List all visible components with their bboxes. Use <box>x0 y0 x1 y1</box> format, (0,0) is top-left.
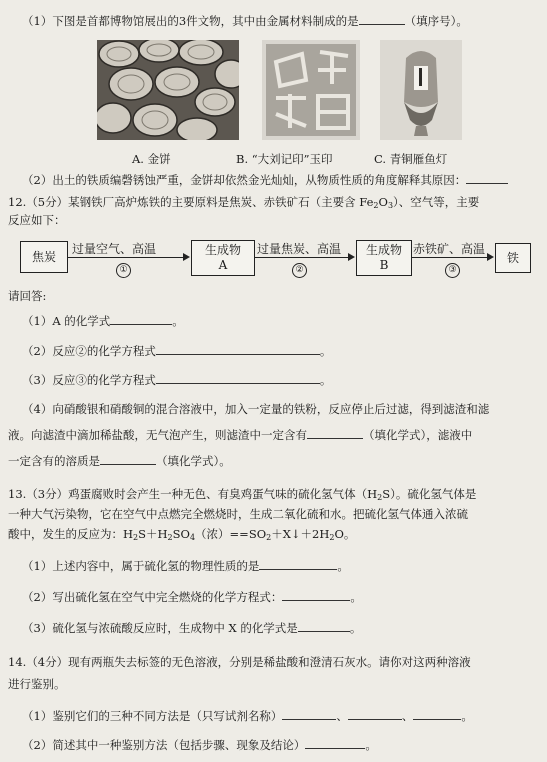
caption-c: C. 青铜雁鱼灯 <box>374 152 448 166</box>
answer-blank[interactable] <box>110 313 172 325</box>
eq-sub-d: 2 <box>167 533 173 542</box>
q12-part2-text: （2）反应②的化学方程式 <box>22 344 156 358</box>
arrowhead-2 <box>348 253 355 261</box>
flow-box-iron <box>495 243 531 273</box>
q14-part2 <box>22 737 377 753</box>
q13-line1-b: S）。硫化氢气体是 <box>382 487 477 501</box>
q14-line2: 进行鉴别。 <box>8 677 66 691</box>
q13-part1-text: （1）上述内容中，属于硫化氢的物理性质的是 <box>22 559 260 573</box>
eq-part-i: ＋X↓＋2H <box>271 527 330 541</box>
q12-ask: 请回答: <box>8 289 47 303</box>
q12-part1-text: （1）A 的化学式 <box>22 314 111 328</box>
eq-sub-j: 2 <box>329 533 335 542</box>
q12-sub-3: 3 <box>387 201 394 210</box>
q11-part1 <box>22 13 468 29</box>
q12-part4-line3 <box>8 453 231 469</box>
flow-condition-2: 过量焦炭、高温 <box>257 242 342 256</box>
flow-condition-3: 赤铁矿、高温 <box>413 242 486 256</box>
q12-intro-e: ）、空气等，主要 <box>393 195 480 209</box>
answer-blank[interactable] <box>466 172 508 184</box>
flow-box-iron-label: 铁 <box>506 251 519 265</box>
arrowhead-3 <box>487 253 494 261</box>
answer-blank[interactable] <box>298 620 350 632</box>
period: 。 <box>319 373 332 387</box>
answer-blank[interactable] <box>282 589 350 601</box>
q12-part4-line2-a: 液。向滤渣中滴加稀盐酸，无气泡产生，则滤渣中一定含有 <box>8 428 307 442</box>
period: 。 <box>461 709 473 723</box>
q12-part4-line2-b: （填化学式），滤液中 <box>363 428 473 442</box>
jade-seal-image <box>262 40 360 140</box>
q12-part2 <box>22 343 331 359</box>
q12-sub-2: 2 <box>373 201 379 210</box>
q14-line1: 14.（4分）现有两瓶失去标签的无色溶液，分别是稀盐酸和澄清石灰水。请你对这两种溶液 <box>8 655 471 669</box>
q12-intro-line1 <box>8 194 479 214</box>
flow-box-product-b-letter: B <box>379 258 389 272</box>
period: 。 <box>349 621 362 635</box>
q13-line2: 一种大气污染物，它在空气中点燃完全燃烧时，生成二氧化硫和水。把硫化氢气体通入浓硫 <box>8 507 468 521</box>
eq-part-a: 酸中，发生的反应为：H <box>8 527 134 541</box>
q11-part2-text: （2）出土的铁质编磬锈蚀严重，金饼却依然金光灿灿，从物质性质的角度解释其原因： <box>22 173 467 187</box>
flow-box-product-a-label: 生成物 <box>204 243 241 257</box>
q12-part1 <box>22 313 184 329</box>
q13-sub: 2 <box>377 493 383 502</box>
flow-box-coke <box>20 241 68 273</box>
flow-box-product-b <box>356 240 412 276</box>
q11-part1-text: （1）下图是首都博物馆展出的3件文物，其中由金属材料制成的是 <box>22 14 359 28</box>
q14-part1-text: （1）鉴别它们的三种不同方法是（只写试剂名称） <box>22 709 283 723</box>
answer-blank[interactable] <box>156 343 320 355</box>
q13-line1 <box>8 486 476 506</box>
q12-part4-line3-b: （填化学式）。 <box>156 454 231 468</box>
q12-part4-line2 <box>8 427 472 443</box>
comma: 、 <box>401 709 414 723</box>
period: 。 <box>319 344 332 358</box>
q13-line3-equation <box>8 526 355 546</box>
bronze-lamp-image <box>380 40 462 140</box>
eq-sub-b: 2 <box>133 533 139 542</box>
answer-blank[interactable] <box>305 737 365 749</box>
eq-sub-f: 4 <box>189 533 196 542</box>
answer-blank[interactable] <box>359 13 405 25</box>
period: 。 <box>365 738 377 752</box>
answer-blank[interactable] <box>100 453 156 465</box>
flow-arrow-3 <box>411 257 489 258</box>
q14-part2-text: （2）简述其中一种鉴别方法（包括步骤、现象及结论） <box>22 738 306 752</box>
eq-part-e: SO <box>172 527 190 541</box>
answer-blank[interactable] <box>282 708 336 720</box>
period: 。 <box>337 559 349 573</box>
step-number-2: ② <box>292 263 307 278</box>
q12-intro-a: 12.（5分）某钢铁厂高炉炼铁的主要原料是焦炭、赤铁矿石（主要含 Fe <box>8 195 374 209</box>
q14-part1 <box>22 708 473 724</box>
caption-a: A. 金饼 <box>132 152 171 166</box>
flow-box-product-a-letter: A <box>218 258 228 272</box>
eq-part-c: S＋H <box>138 527 168 541</box>
q12-part3 <box>22 372 331 388</box>
flow-box-coke-label: 焦炭 <box>31 250 56 264</box>
comma: 、 <box>336 709 348 723</box>
answer-blank[interactable] <box>156 372 320 384</box>
eq-part-k: O。 <box>334 527 356 541</box>
eq-sub-h: 2 <box>266 533 272 542</box>
answer-blank[interactable] <box>259 558 337 570</box>
q12-intro-line2: 反应如下： <box>8 213 66 227</box>
q12-part3-text: （3）反应③的化学方程式 <box>22 373 156 387</box>
q13-part1 <box>22 558 349 574</box>
answer-blank[interactable] <box>413 708 461 720</box>
answer-blank[interactable] <box>348 708 402 720</box>
flow-condition-1: 过量空气、高温 <box>72 242 157 256</box>
gold-cake-image <box>97 40 239 140</box>
arrowhead-1 <box>183 253 190 261</box>
q13-part3 <box>22 620 361 636</box>
flow-box-product-a <box>191 240 255 276</box>
period: 。 <box>350 590 362 604</box>
flow-arrow-1 <box>67 257 185 258</box>
answer-blank[interactable] <box>307 427 363 439</box>
eq-part-g: （浓）==SO <box>195 527 267 541</box>
q13-part2-text: （2）写出硫化氢在空气中完全燃烧的化学方程式： <box>22 590 283 604</box>
caption-b: B. “大刘记印”玉印 <box>236 152 333 166</box>
q11-part2 <box>22 172 508 188</box>
q12-part4-line1: （4）向硝酸银和硝酸铜的混合溶液中，加入一定量的铁粉，反应停止后过滤，得到滤渣和滤 <box>22 402 490 416</box>
q13-part2 <box>22 589 362 605</box>
q12-part4-line3-a: 一定含有的溶质是 <box>8 454 100 468</box>
flow-box-product-b-label: 生成物 <box>365 243 402 257</box>
step-number-3: ③ <box>445 263 460 278</box>
q13-line1-a: 13.（3分）鸡蛋腐败时会产生一种无色、有臭鸡蛋气味的硫化氢气体（H <box>8 487 378 501</box>
flow-arrow-2 <box>254 257 350 258</box>
q13-part3-text: （3）硫化氢与浓硫酸反应时，生成物中 X 的化学式是 <box>22 621 298 635</box>
q12-intro-o: O <box>378 195 388 209</box>
period: 。 <box>172 314 184 328</box>
step-number-1: ① <box>116 263 131 278</box>
q11-part1-suffix: （填序号）。 <box>404 14 468 28</box>
